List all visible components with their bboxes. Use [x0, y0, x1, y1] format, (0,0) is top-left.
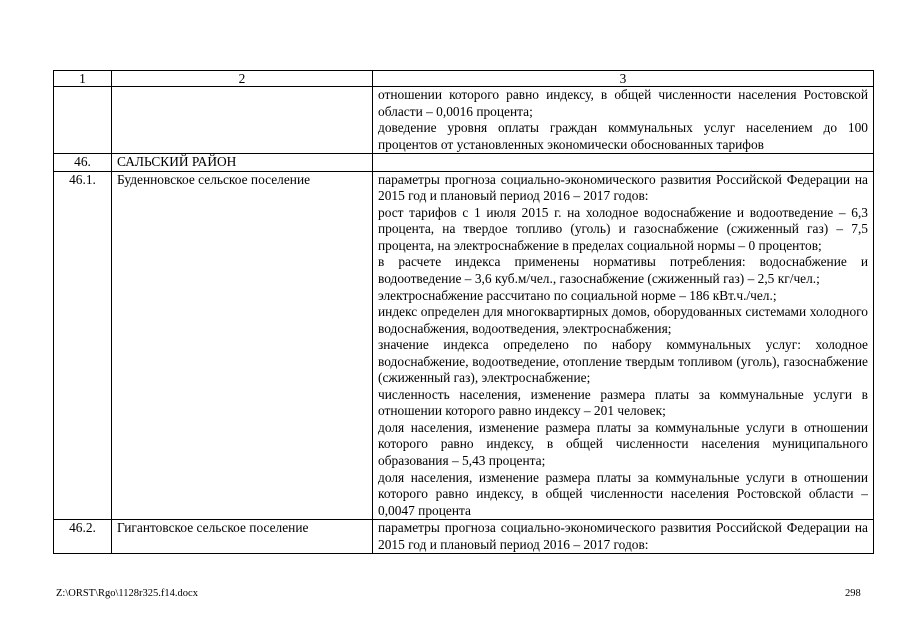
table-row [54, 87, 874, 154]
table-row [54, 171, 874, 519]
row-name: САЛЬСКИЙ РАЙОН [112, 154, 373, 172]
table-header-row [54, 71, 874, 87]
table-row [54, 520, 874, 554]
description-paragraph: индекс определен для многоквартирных домов, оборудованных системами холодного водоснабжения, водоотведения, электроснабжения; [378, 304, 868, 336]
description-paragraph: численность населения, изменение размера платы за коммунальные услуги в отношении которого равно индексу – 201 человек; [378, 386, 868, 419]
row-description [373, 87, 874, 154]
row-number: 46.2. [54, 520, 112, 554]
row-description [373, 520, 874, 554]
header-col-3: 3 [373, 71, 874, 87]
header-col-1: 1 [54, 71, 112, 87]
description-paragraph: доведение уровня оплаты граждан коммунальных услуг населением до 100 процентов от установленных экономически обоснованных тарифов [378, 120, 868, 152]
description-paragraph: доля населения, изменение размера платы за коммунальные услуги в отношении которого равно индексу, в общей численности населения Ростовской области – 0,0047 процента [378, 469, 868, 518]
footer-page-number: 298 [845, 588, 861, 599]
row-description [373, 154, 874, 172]
row-name [112, 87, 373, 154]
row-number: 46.1. [54, 171, 112, 519]
description-paragraph: доля населения, изменение размера платы за коммунальные услуги в отношении которого равно индексу, в общей численности населения муниципального образования – 5,43 процента; [378, 419, 868, 469]
description-paragraph: в расчете индекса применены нормативы потребления: водоснабжение и водоотведение – 3,6 куб.м/чел., газоснабжение (сжиженный газ) – 2,5 кг/чел.; [378, 254, 868, 287]
description-paragraph: рост тарифов с 1 июля 2015 г. на холодное водоснабжение и водоотведение – 6,3 процента, на твердое топливо (уголь) и газоснабжение (сжиженный газ) – 7,5 процента, на электроснабжение в пределах социальной нормы – 0 процентов; [378, 204, 868, 253]
row-description [373, 171, 874, 519]
row-number [54, 87, 112, 154]
description-paragraph: параметры прогноза социально-экономического развития Российской Федерации на 2015 год и плановый период 2016 – 2017 годов: [378, 520, 868, 552]
row-name: Буденновское сельское поселение [112, 171, 373, 519]
footer-file-path: Z:\ORST\Rgo\1128r325.f14.docx [56, 588, 198, 599]
document-table [53, 70, 874, 554]
description-paragraph: отношении которого равно индексу, в общей численности населения Ростовской области – 0,0016 процента; [378, 87, 868, 119]
table-row [54, 154, 874, 172]
header-col-2: 2 [112, 71, 373, 87]
row-name: Гигантовское сельское поселение [112, 520, 373, 554]
description-paragraph: параметры прогноза социально-экономического развития Российской Федерации на 2015 год и плановый период 2016 – 2017 годов: [378, 171, 868, 204]
description-paragraph: электроснабжение рассчитано по социальной норме – 186 кВт.ч./чел.; [378, 287, 777, 303]
row-number: 46. [54, 154, 112, 172]
description-paragraph: значение индекса определено по набору коммунальных услуг: холодное водоснабжение, водоотведение, отопление твердым топливом (уголь), газоснабжение (сжиженный газ), электроснабжение; [378, 337, 868, 386]
